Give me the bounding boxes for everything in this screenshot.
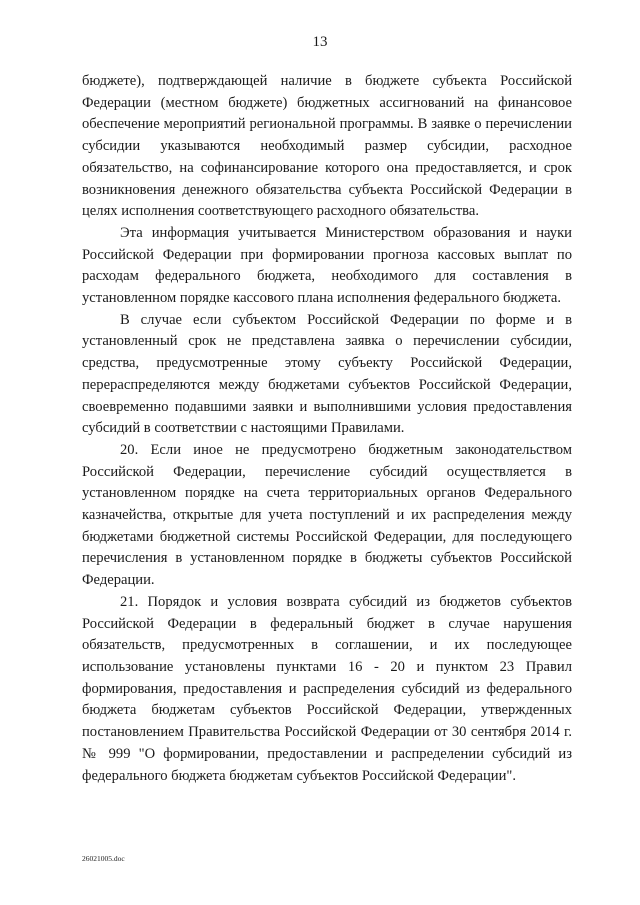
paragraph-continuation: бюджете), подтверждающей наличие в бюджете субъекта Российской Федерации (местном бюджете) бюджетных ассигнований на финансовое обеспечение мероприятий региональной программы. В заявке о перечислении субсидии указываются необходимый размер субсидии, расходное обязательство, на софинансирование которого она предоставляется, и срок возникновения денежного обязательства субъекта Российской Федерации в целях исполнения соответствующего расходного обязательства.: [82, 73, 572, 220]
paragraph-information-usage: Эта информация учитывается Министерством образования и науки Российской Федерации при формировании прогноза кассовых выплат по расходам федерального бюджета, необходимого для составления в установленном порядке кассового плана исполнения федерального бюджета.: [82, 224, 572, 307]
paragraph-redistribution: В случае если субъектом Российской Федерации по форме и в установленный срок не представлена заявка о перечислении субсидии, средства, предусмотренные этому субъекту Российской Федерации, перераспределяются между бюджетами субъектов Российской Федерации, своевременно подавшими заявки и выполнившими условия предоставления субсидий в соответствии с настоящими Правилами.: [82, 311, 572, 437]
document-body: [82, 71, 572, 787]
paragraph-clause-20: 20. Если иное не предусмотрено бюджетным законодательством Российской Федерации, перечисление субсидий осуществляется в установленном порядке на счета территориальных органов Федерального казначейства, открытые для учета поступлений и их распределения между бюджетами бюджетной системы Российской Федерации, для последующего перечисления в установленном порядке в бюджеты субъектов Российской Федерации.: [82, 441, 572, 589]
page-number: 13: [312, 34, 328, 50]
footer-file-name: 26021005.doc: [82, 854, 125, 863]
paragraph-clause-21: 21. Порядок и условия возврата субсидий из бюджетов субъектов Российской Федерации в федеральный бюджет в случае нарушения обязательств, предусмотренных в соглашении, и их последующее использование установлены пунктами 16 - 20 и пунктом 23 Правил формирования, предоставления и распределения субсидий из федерального бюджета бюджетам субъектов Российской Федерации, утвержденных постановлением Правительства Российской Федерации от 30 сентября 2014 г. № 999 "О формировании, предоставлении и распределении субсидий из федерального бюджета бюджетам субъектов Российской Федерации".: [82, 593, 572, 784]
